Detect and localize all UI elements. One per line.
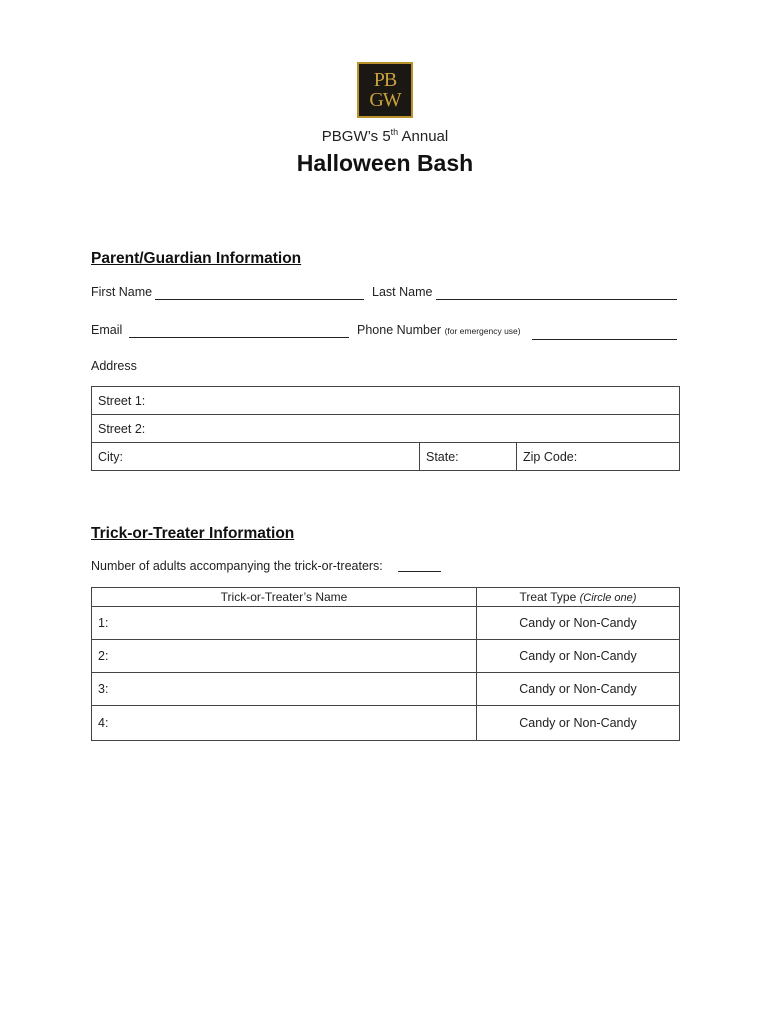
- row-number: 4:: [98, 716, 109, 730]
- city-label: City:: [98, 449, 123, 464]
- child-name-field[interactable]: [92, 706, 477, 741]
- page-title: Halloween Bash: [296, 150, 474, 176]
- name-column-header: Trick-or-Treater’s Name: [92, 588, 477, 607]
- zip-code-label: Zip Code:: [523, 449, 578, 464]
- first-name-field[interactable]: [155, 299, 364, 300]
- street-1-label: Street 1:: [98, 393, 146, 408]
- phone-label: [357, 323, 521, 337]
- parent-section-heading: Parent/Guardian Information: [91, 250, 302, 267]
- subtitle-prefix: PBGW’s 5: [321, 128, 391, 145]
- zip-code-field[interactable]: [517, 443, 680, 471]
- treat-choice[interactable]: Candy or Non-Candy: [477, 673, 680, 706]
- child-name-field[interactable]: [92, 607, 477, 640]
- adults-count-field[interactable]: [398, 571, 441, 572]
- logo-line-2: GW: [369, 89, 401, 111]
- child-name-field[interactable]: [92, 640, 477, 673]
- table-row: [92, 673, 680, 706]
- phone-note: (for emergency use): [444, 326, 521, 336]
- subtitle-ordinal: th: [390, 127, 399, 137]
- trick-section-heading: Trick-or-Treater Information: [91, 525, 295, 542]
- phone-label-text: Phone Number: [357, 323, 442, 337]
- treat-column-header: [477, 588, 680, 607]
- event-subtitle: [0, 127, 770, 145]
- street-2-field[interactable]: [92, 415, 680, 443]
- last-name-field[interactable]: [436, 299, 677, 300]
- pbgw-logo: [357, 62, 413, 118]
- state-field[interactable]: [420, 443, 517, 471]
- street-1-field[interactable]: [92, 387, 680, 415]
- email-field[interactable]: [129, 337, 349, 338]
- table-row: [92, 640, 680, 673]
- treat-choice[interactable]: Candy or Non-Candy: [477, 640, 680, 673]
- table-row: [92, 607, 680, 640]
- treat-header-note: (Circle one): [579, 592, 637, 604]
- address-table: [91, 386, 680, 471]
- street-2-label: Street 2:: [98, 421, 146, 436]
- treat-choice[interactable]: Candy or Non-Candy: [477, 607, 680, 640]
- table-row: [92, 706, 680, 741]
- treat-header-text: Treat Type: [519, 590, 577, 604]
- child-name-field[interactable]: [92, 673, 477, 706]
- row-number: 2:: [98, 649, 109, 663]
- row-number: 1:: [98, 616, 109, 630]
- state-label: State:: [426, 449, 459, 464]
- subtitle-suffix: Annual: [398, 128, 449, 145]
- email-label: Email: [91, 323, 123, 337]
- phone-field[interactable]: [532, 339, 677, 340]
- first-name-label: First Name: [91, 285, 153, 299]
- address-label: Address: [91, 359, 137, 373]
- adults-count-label: Number of adults accompanying the trick-or-treaters:: [91, 559, 383, 573]
- last-name-label: Last Name: [372, 285, 433, 299]
- logo-line-1: PB: [373, 69, 397, 91]
- city-field[interactable]: [92, 443, 420, 471]
- row-number: 3:: [98, 682, 109, 696]
- trick-or-treater-table: [91, 587, 680, 741]
- treat-choice[interactable]: Candy or Non-Candy: [477, 706, 680, 741]
